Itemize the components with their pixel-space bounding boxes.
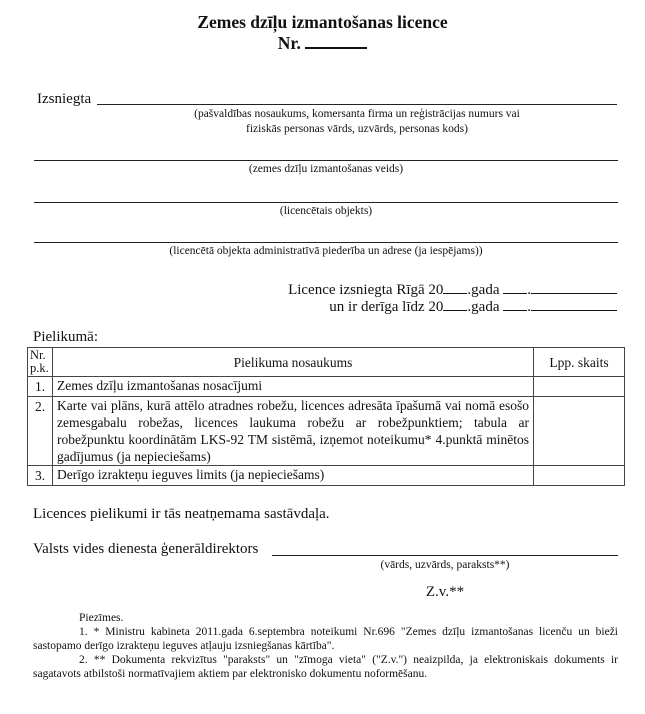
valid-gada-text: .gada (467, 299, 500, 315)
object-address-field[interactable] (34, 242, 618, 243)
issued-gada-text: .gada (467, 282, 500, 298)
valid-date-prefix: un ir derīga līdz 20 (329, 299, 444, 315)
row-nr: 3. (28, 466, 53, 486)
license-number (0, 33, 645, 54)
valid-month-field[interactable] (531, 310, 617, 311)
row-pages[interactable] (534, 397, 625, 466)
row-name: Karte vai plāns, kurā attēlo atradnes robežu, licences adresāta īpašumā vai nomā esošo zemesgabalu robežas, licences laukuma robežu ar robežpunktiem; tabula ar robežpunktu koordinātām LKS-92 TM sistēmā, izņemot noteikumu* 4.punktā minētos gadījumus (ja nepieciešams) (53, 397, 534, 466)
col-pages: Lpp. skaits (534, 348, 625, 377)
valid-day-field[interactable] (503, 310, 527, 311)
row-pages[interactable] (534, 377, 625, 397)
license-number-field[interactable] (305, 47, 367, 49)
license-number-label: Nr. (277, 33, 301, 53)
col-name: Pielikuma nosaukums (53, 348, 534, 377)
attachments-table (27, 347, 625, 486)
table-header-row (28, 348, 625, 377)
signature-hint: (vārds, uzvārds, paraksts**) (380, 559, 510, 571)
attachments-statement: Licences pielikumi ir tās neatņemama sastāvdaļa. (33, 506, 330, 522)
object-address-hint: (licencētā objekta administratīvā piederība un adrese (ja iespējams)) (169, 245, 483, 257)
document-title: Zemes dzīļu izmantošanas licence (197, 12, 448, 32)
row-name: Derīgo izrakteņu ieguves limits (ja nepieciešams) (53, 466, 534, 486)
table-row (28, 466, 625, 486)
issued-to-field[interactable] (97, 104, 617, 105)
valid-date-line (329, 298, 617, 316)
issued-date-line (288, 281, 617, 299)
valid-dot: . (527, 299, 531, 315)
row-pages[interactable] (534, 466, 625, 486)
notes (33, 611, 618, 681)
licensed-object-field[interactable] (34, 202, 618, 203)
col-nr: Nr. p.k. (28, 348, 53, 377)
table-row (28, 377, 625, 397)
row-nr: 2. (28, 397, 53, 466)
attachments-heading: Pielikumā: (33, 329, 98, 345)
issued-hint-1: (pašvaldības nosaukums, komersanta firma un reģistrācijas numurs vai (194, 108, 520, 120)
notes-heading: Piezīmes. (79, 612, 124, 624)
row-name: Zemes dzīļu izmantošanas nosacījumi (53, 377, 534, 397)
usage-type-field[interactable] (34, 160, 618, 161)
signature-field[interactable] (272, 555, 618, 556)
issued-day-field[interactable] (503, 293, 527, 294)
issued-month-field[interactable] (531, 293, 617, 294)
issued-date-prefix: Licence izsniegta Rīgā 20 (288, 282, 444, 298)
issued-dot: . (527, 282, 531, 298)
note-item: 2. ** Dokumenta rekvizītus "paraksts" un "zīmoga vieta" ("Z.v.") neaizpilda, ja elektroniskais dokuments ir sagatavots atbilstoši normatīvajiem aktiem par elektronisko dokumentu noformēšanu. (33, 654, 618, 680)
issued-hint-2: fiziskās personas vārds, uzvārds, personas kods) (246, 123, 468, 135)
issued-label: Izsniegta (37, 91, 92, 107)
issued-year-field[interactable] (443, 293, 467, 294)
licensed-object-hint: (licencētais objekts) (279, 205, 373, 217)
note-item: 1. * Ministru kabineta 2011.gada 6.septembra noteikumi Nr.696 "Zemes dzīļu izmantošanas licenču un bieži sastopamo derīgo izrakteņu ieguves atļauju izsniegšanas kārtība". (33, 626, 618, 652)
table-row (28, 397, 625, 466)
row-nr: 1. (28, 377, 53, 397)
valid-year-field[interactable] (443, 310, 467, 311)
stamp-place: Z.v.** (425, 584, 465, 600)
signature-label: Valsts vides dienesta ģenerāldirektors (33, 541, 259, 557)
usage-type-hint: (zemes dzīļu izmantošanas veids) (248, 163, 404, 175)
